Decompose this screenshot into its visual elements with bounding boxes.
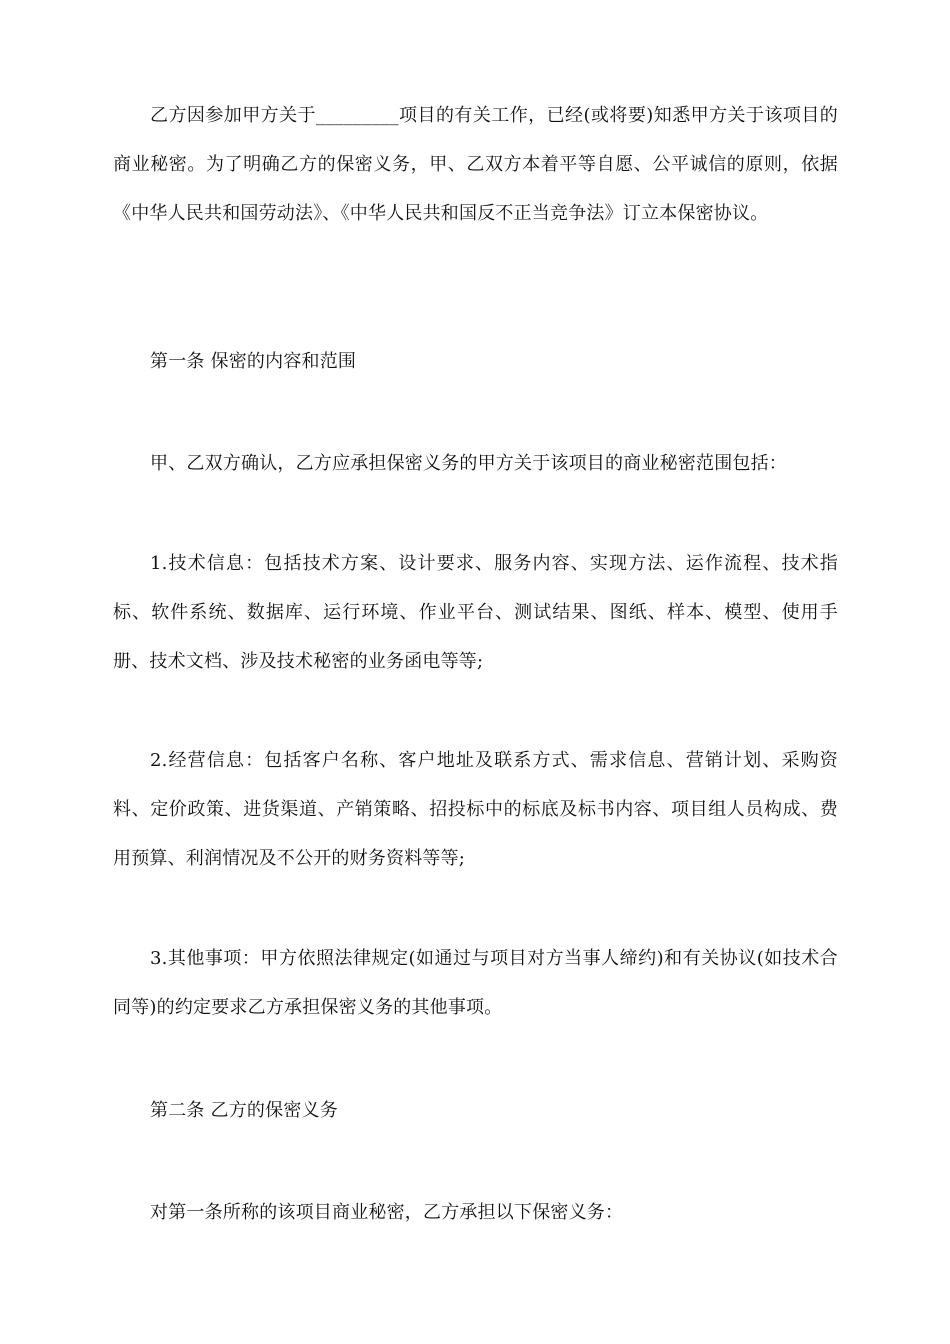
article-1-heading: 第一条 保密的内容和范围 <box>150 351 357 372</box>
intro-paragraph: 乙方因参加甲方关于_________项目的有关工作，已经(或将要)知悉甲方关于该项目的商业秘密。为了明确乙方的保密义务，甲、乙双方本着平等自愿、公平诚信的原则，依据《中华人民共和国劳动法》、《中华人民共和国反不正当竞争法》订立本保密协议。 <box>113 105 838 224</box>
other-matters-paragraph: 3.其他事项：甲方依照法律规定(如通过与项目对方当事人缔约)和有关协议(如技术合同等)的约定要求乙方承担保密义务的其他事项。 <box>113 948 838 1018</box>
technical-info-paragraph: 1.技术信息：包括技术方案、设计要求、服务内容、实现方法、运作流程、技术指标、软件系统、数据库、运行环境、作业平台、测试结果、图纸、样本、模型、使用手册、技术文档、涉及技术秘密的业务函电等等; <box>113 553 838 672</box>
business-info-paragraph: 2.经营信息：包括客户名称、客户地址及联系方式、需求信息、营销计划、采购资料、定价政策、进货渠道、产销策略、招投标中的标底及标书内容、项目组人员构成、费用预算、利润情况及不公开的财务资料等等; <box>113 750 838 869</box>
article-2-intro-paragraph: 对第一条所称的该项目商业秘密，乙方承担以下保密义务： <box>150 1202 624 1223</box>
article-2-heading: 第二条 乙方的保密义务 <box>150 1100 338 1121</box>
article-1-confirm-paragraph: 甲、乙双方确认，乙方应承担保密义务的甲方关于该项目的商业秘密范围包括： <box>150 453 787 474</box>
